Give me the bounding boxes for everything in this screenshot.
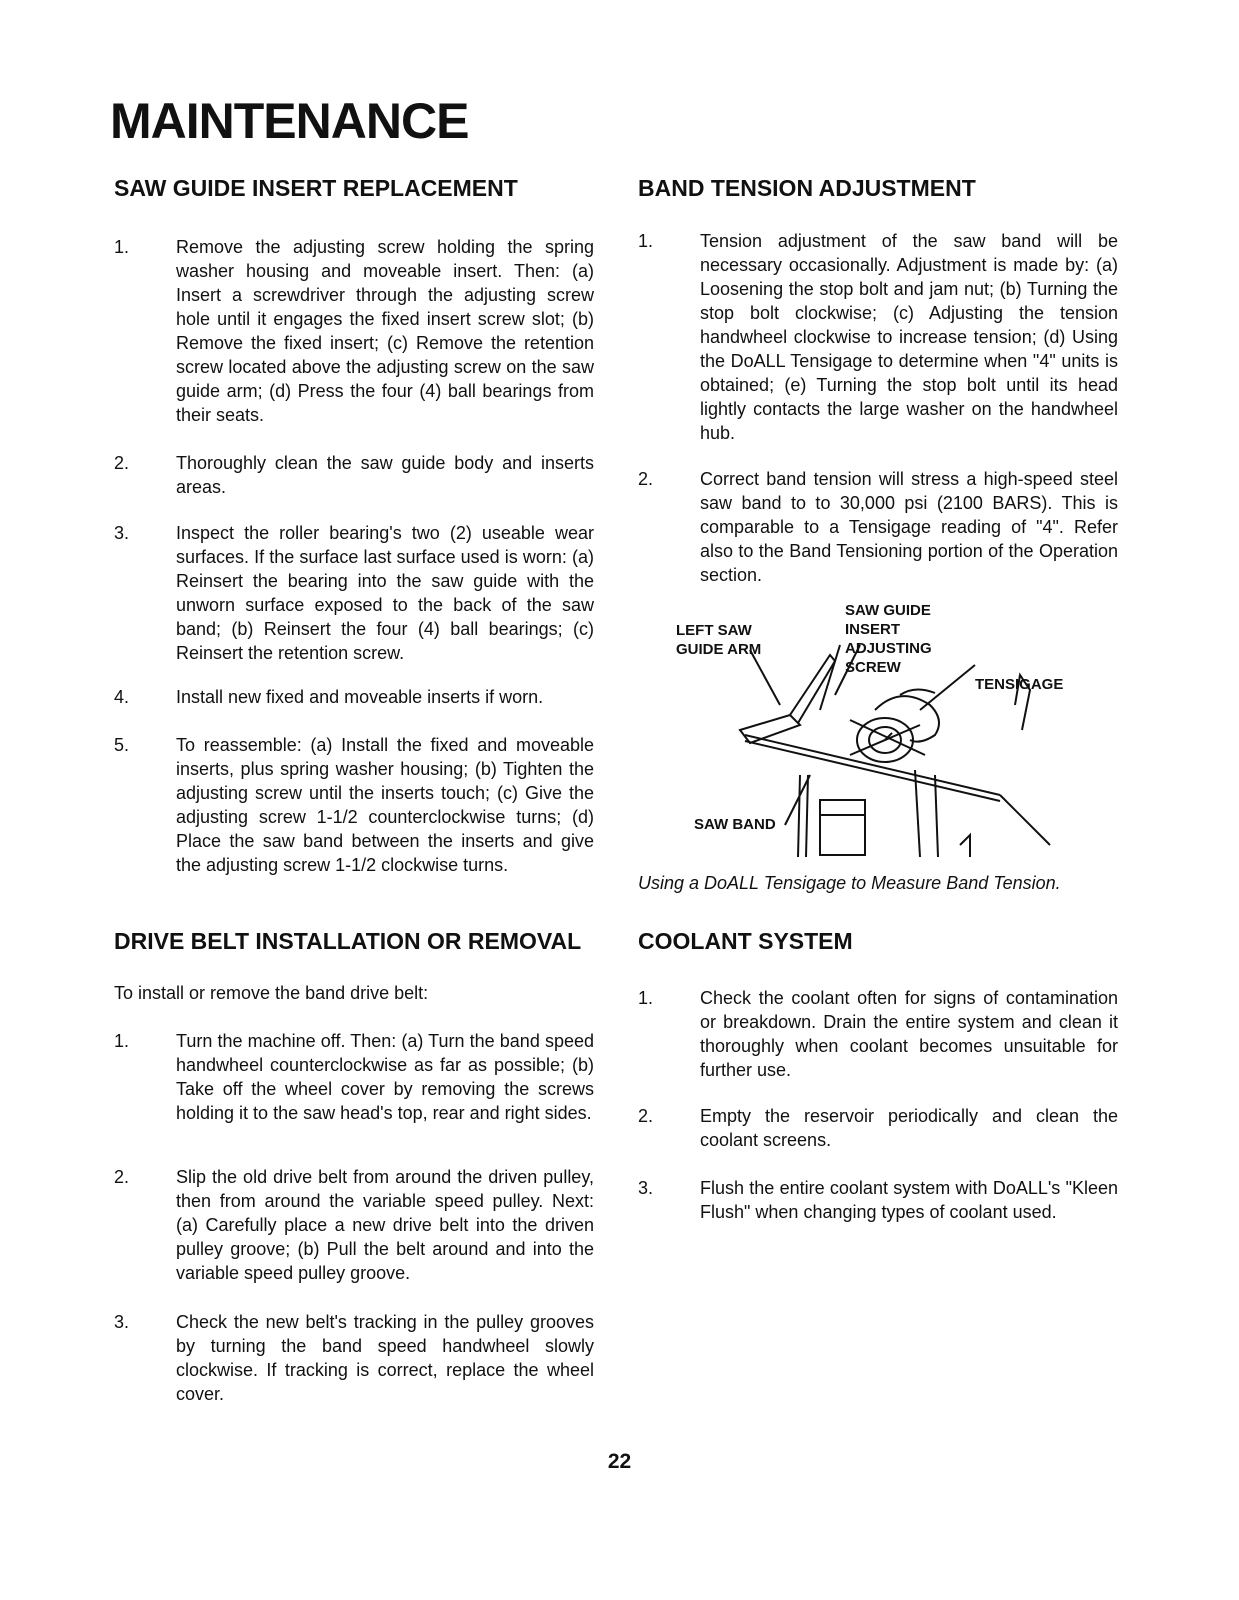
item-text: Remove the adjusting screw holding the spring washer housing and moveable insert. Then: (a) Insert a screwdriver through the adjusting screw hole until it engages the fixed insert screw slot; (b) Remove the fixed insert; (c) Remove the retention screw located above the adjusting screw on the saw guide arm; (d) Press the four (4) ball bearings from their seats. — [176, 237, 594, 425]
item-text: Tension adjustment of the saw band will be necessary occasionally. Adjustment is made by: (a) Loosening the stop bolt and jam nut; (b) Turning the stop bolt clockwise; (c) Adjusting the tension handwheel clockwise to increase tension; (d) Using the DoALL Tensigage to determine when "4" units is obtained; (e) Turning the stop bolt until its head lightly contacts the large washer on the handwheel hub. — [700, 231, 1118, 443]
item-text: Slip the old drive belt from around the driven pulley, then from around the variable speed pulley. Next: (a) Carefully place a new drive belt into the driven pulley groove; (b) Pull the belt around and into the variable speed pulley groove. — [176, 1167, 594, 1283]
band-tension-section — [638, 175, 1118, 893]
item-text: Check the coolant often for signs of contamination or breakdown. Drain the entire system and clean it thoroughly when coolant becomes unsuitable for further use. — [700, 988, 1118, 1080]
item-number: 4. — [114, 687, 130, 707]
band-tension-heading: BAND TENSION ADJUSTMENT — [638, 175, 976, 201]
page-title: MAINTENANCE — [110, 93, 469, 149]
saw-guide-section — [114, 175, 594, 875]
item-number: 2. — [114, 1167, 130, 1187]
drive-belt-intro: To install or remove the band drive belt: — [114, 983, 429, 1003]
item-text: Thoroughly clean the saw guide body and inserts areas. — [176, 453, 594, 497]
drive-belt-section — [114, 928, 594, 1404]
drive-belt-heading: DRIVE BELT INSTALLATION OR REMOVAL — [114, 928, 582, 954]
adjusting-screw-label: SAW GUIDE INSERT ADJUSTING SCREW — [845, 602, 932, 676]
item-text: Empty the reservoir periodically and clean the coolant screens. — [700, 1106, 1118, 1150]
item-number: 1. — [114, 1031, 130, 1051]
item-text: Install new fixed and moveable inserts if worn. — [176, 687, 544, 707]
item-text: Correct band tension will stress a high-speed steel saw band to to 30,000 psi (2100 BARS). This is comparable to a Tensigage reading of "4". Refer also to the Band Tensioning portion of the Operation section. — [700, 469, 1118, 585]
item-number: 3. — [638, 1178, 654, 1198]
item-number: 3. — [114, 1312, 130, 1332]
tensigage-figure — [670, 595, 1090, 860]
tensigage-label: TENSIGAGE — [975, 676, 1064, 693]
item-text: Turn the machine off. Then: (a) Turn the band speed handwheel counterclockwise as far as possible; (b) Take off the wheel cover by removing the screws holding it to the saw head's top, rear and right sides. — [176, 1031, 594, 1123]
item-number: 5. — [114, 735, 130, 755]
saw-guide-heading: SAW GUIDE INSERT REPLACEMENT — [114, 175, 518, 201]
item-number: 1. — [638, 988, 654, 1008]
item-number: 1. — [114, 237, 130, 257]
item-number: 2. — [638, 469, 654, 489]
item-text: Flush the entire coolant system with DoALL's "Kleen Flush" when changing types of coolant used. — [700, 1178, 1118, 1222]
coolant-section — [638, 928, 1118, 1222]
saw-band-label: SAW BAND — [694, 816, 776, 833]
page-number: 22 — [607, 1450, 632, 1473]
item-text: To reassemble: (a) Install the fixed and moveable inserts, plus spring washer housing; (b) Tighten the adjusting screw until the inserts touch; (c) Give the adjusting screw 1-1/2 counterclockwise turns; (d) Place the saw band between the inserts and give the adjusting screw 1-1/2 clockwise turns. — [176, 735, 594, 875]
item-number: 2. — [638, 1106, 654, 1126]
coolant-heading: COOLANT SYSTEM — [638, 928, 853, 954]
item-number: 2. — [114, 453, 130, 473]
left-saw-guide-arm-label: LEFT SAW GUIDE ARM — [676, 622, 762, 658]
figure-caption: Using a DoALL Tensigage to Measure Band Tension. — [638, 873, 1061, 893]
item-number: 3. — [114, 523, 130, 543]
item-number: 1. — [638, 231, 654, 251]
item-text: Check the new belt's tracking in the pulley grooves by turning the band speed handwheel slowly clockwise. If tracking is correct, replace the wheel cover. — [176, 1312, 594, 1404]
item-text: Inspect the roller bearing's two (2) useable wear surfaces. If the surface last surface used is worn: (a) Reinsert the bearing into the saw guide with the unworn surface exposed to the back of the saw band; (b) Reinsert the four (4) ball bearings; (c) Reinsert the retention screw. — [176, 523, 594, 663]
